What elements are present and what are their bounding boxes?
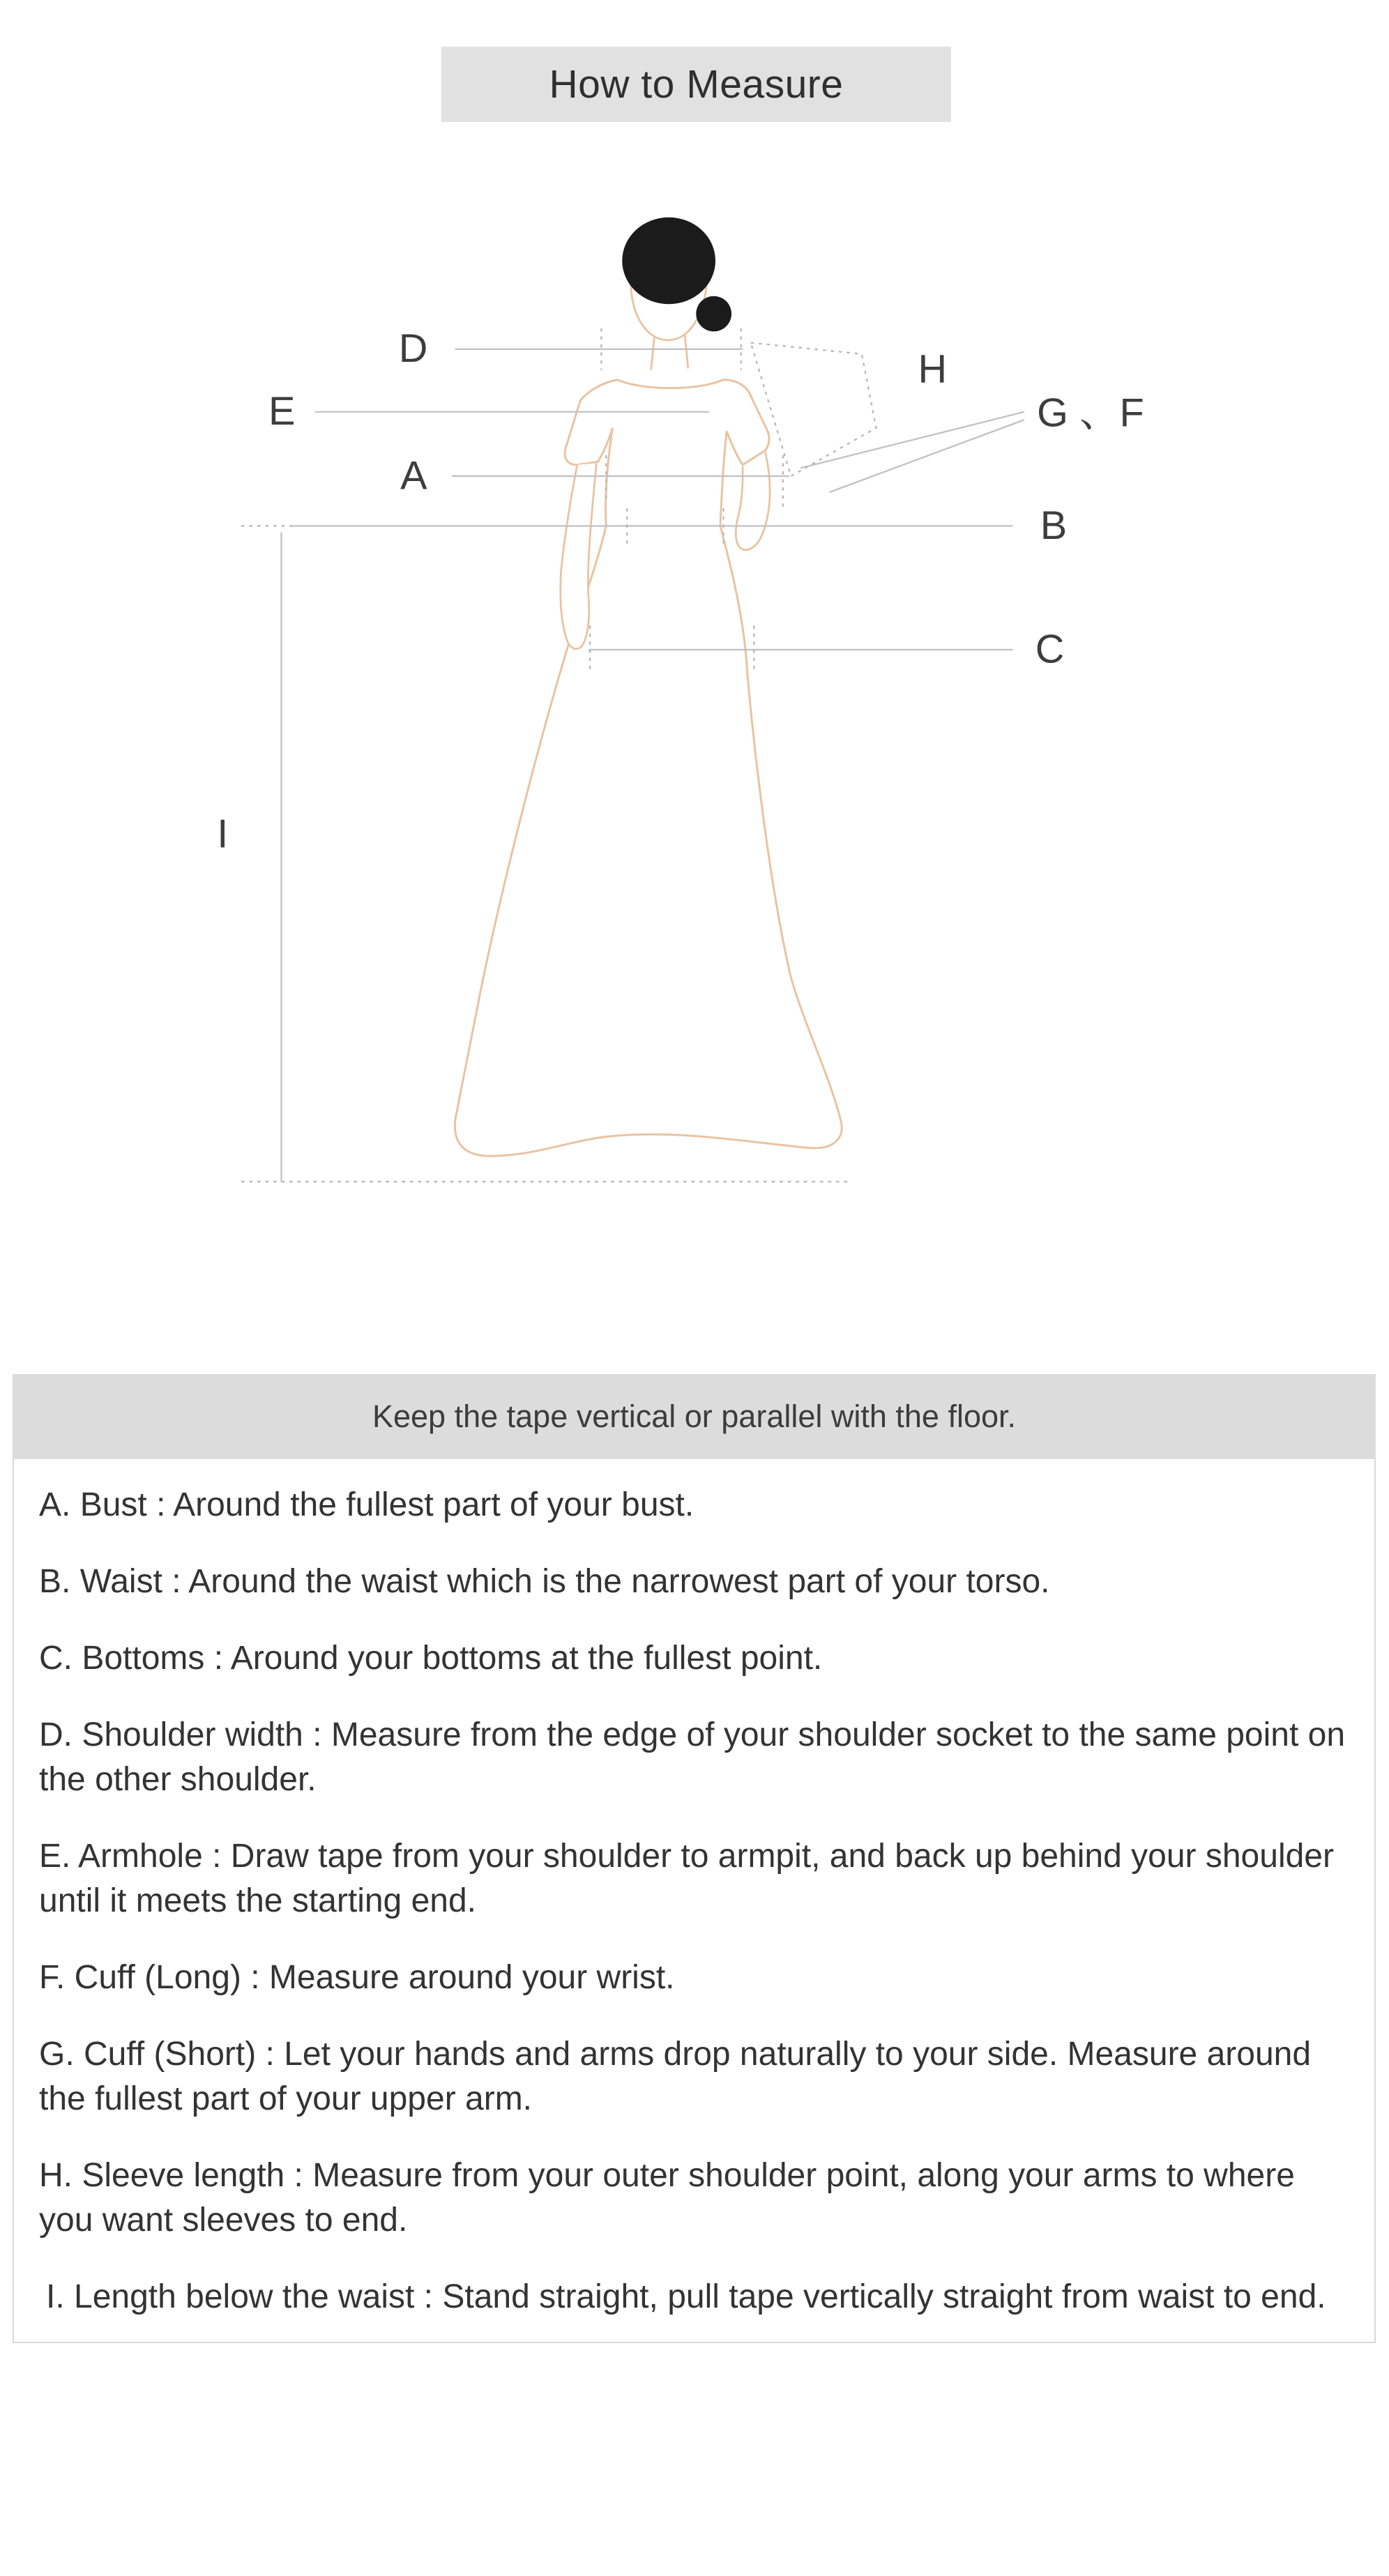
label-i: I [217,811,229,857]
figure-dress [455,380,842,1157]
label-a: A [400,453,427,498]
figure-hair-bun [696,296,731,332]
legend-item-shoulder-width: D. Shoulder width : Measure from the edge of your shoulder socket to the same point on the other shoulder. [39,1716,1346,1798]
legend-box [13,1459,1376,2343]
label-c: C [1035,627,1065,672]
measurement-diagram [0,193,1389,1254]
legend-item-length-below-waist: I. Length below the waist : Stand straight, pull tape vertically straight from waist to end. [46,2278,1326,2315]
dotted-sleeve-length-box [751,343,876,476]
page-title: How to Measure [441,47,951,122]
legend-item-sleeve-length: H. Sleeve length : Measure from your outer shoulder point, along your arms to where you want sleeves to end. [39,2157,1295,2239]
legend-item-waist: B. Waist : Around the waist which is the narrowest part of your torso. [39,1563,1050,1600]
legend-item-cuff-long: F. Cuff (Long) : Measure around your wrist. [39,1959,675,1996]
figure-right-arm [736,452,770,549]
legend-item-armhole: E. Armhole : Draw tape from your shoulder to armpit, and back up behind your shoulder until it meets the starting end. [39,1838,1334,1919]
legend-item-cuff-short: G. Cuff (Short) : Let your hands and arms drop naturally to your side. Measure around the fullest part of your upper arm. [39,2036,1312,2117]
label-h: H [918,347,948,393]
legend-item-bust: A. Bust : Around the fullest part of your bust. [39,1486,694,1523]
legend-item-bottoms: C. Bottoms : Around your bottoms at the fullest point. [39,1640,823,1677]
measure-line-gf-2 [830,420,1024,492]
label-b: B [1040,503,1068,548]
measure-line-gf-1 [800,412,1024,468]
measurement-diagram-svg [0,193,1389,1254]
label-e: E [268,389,296,434]
label-gf: G 、F [1037,390,1144,436]
legend-header: Keep the tape vertical or parallel with the floor. [13,1374,1376,1459]
label-d: D [398,326,428,372]
figure-hair [622,218,715,305]
